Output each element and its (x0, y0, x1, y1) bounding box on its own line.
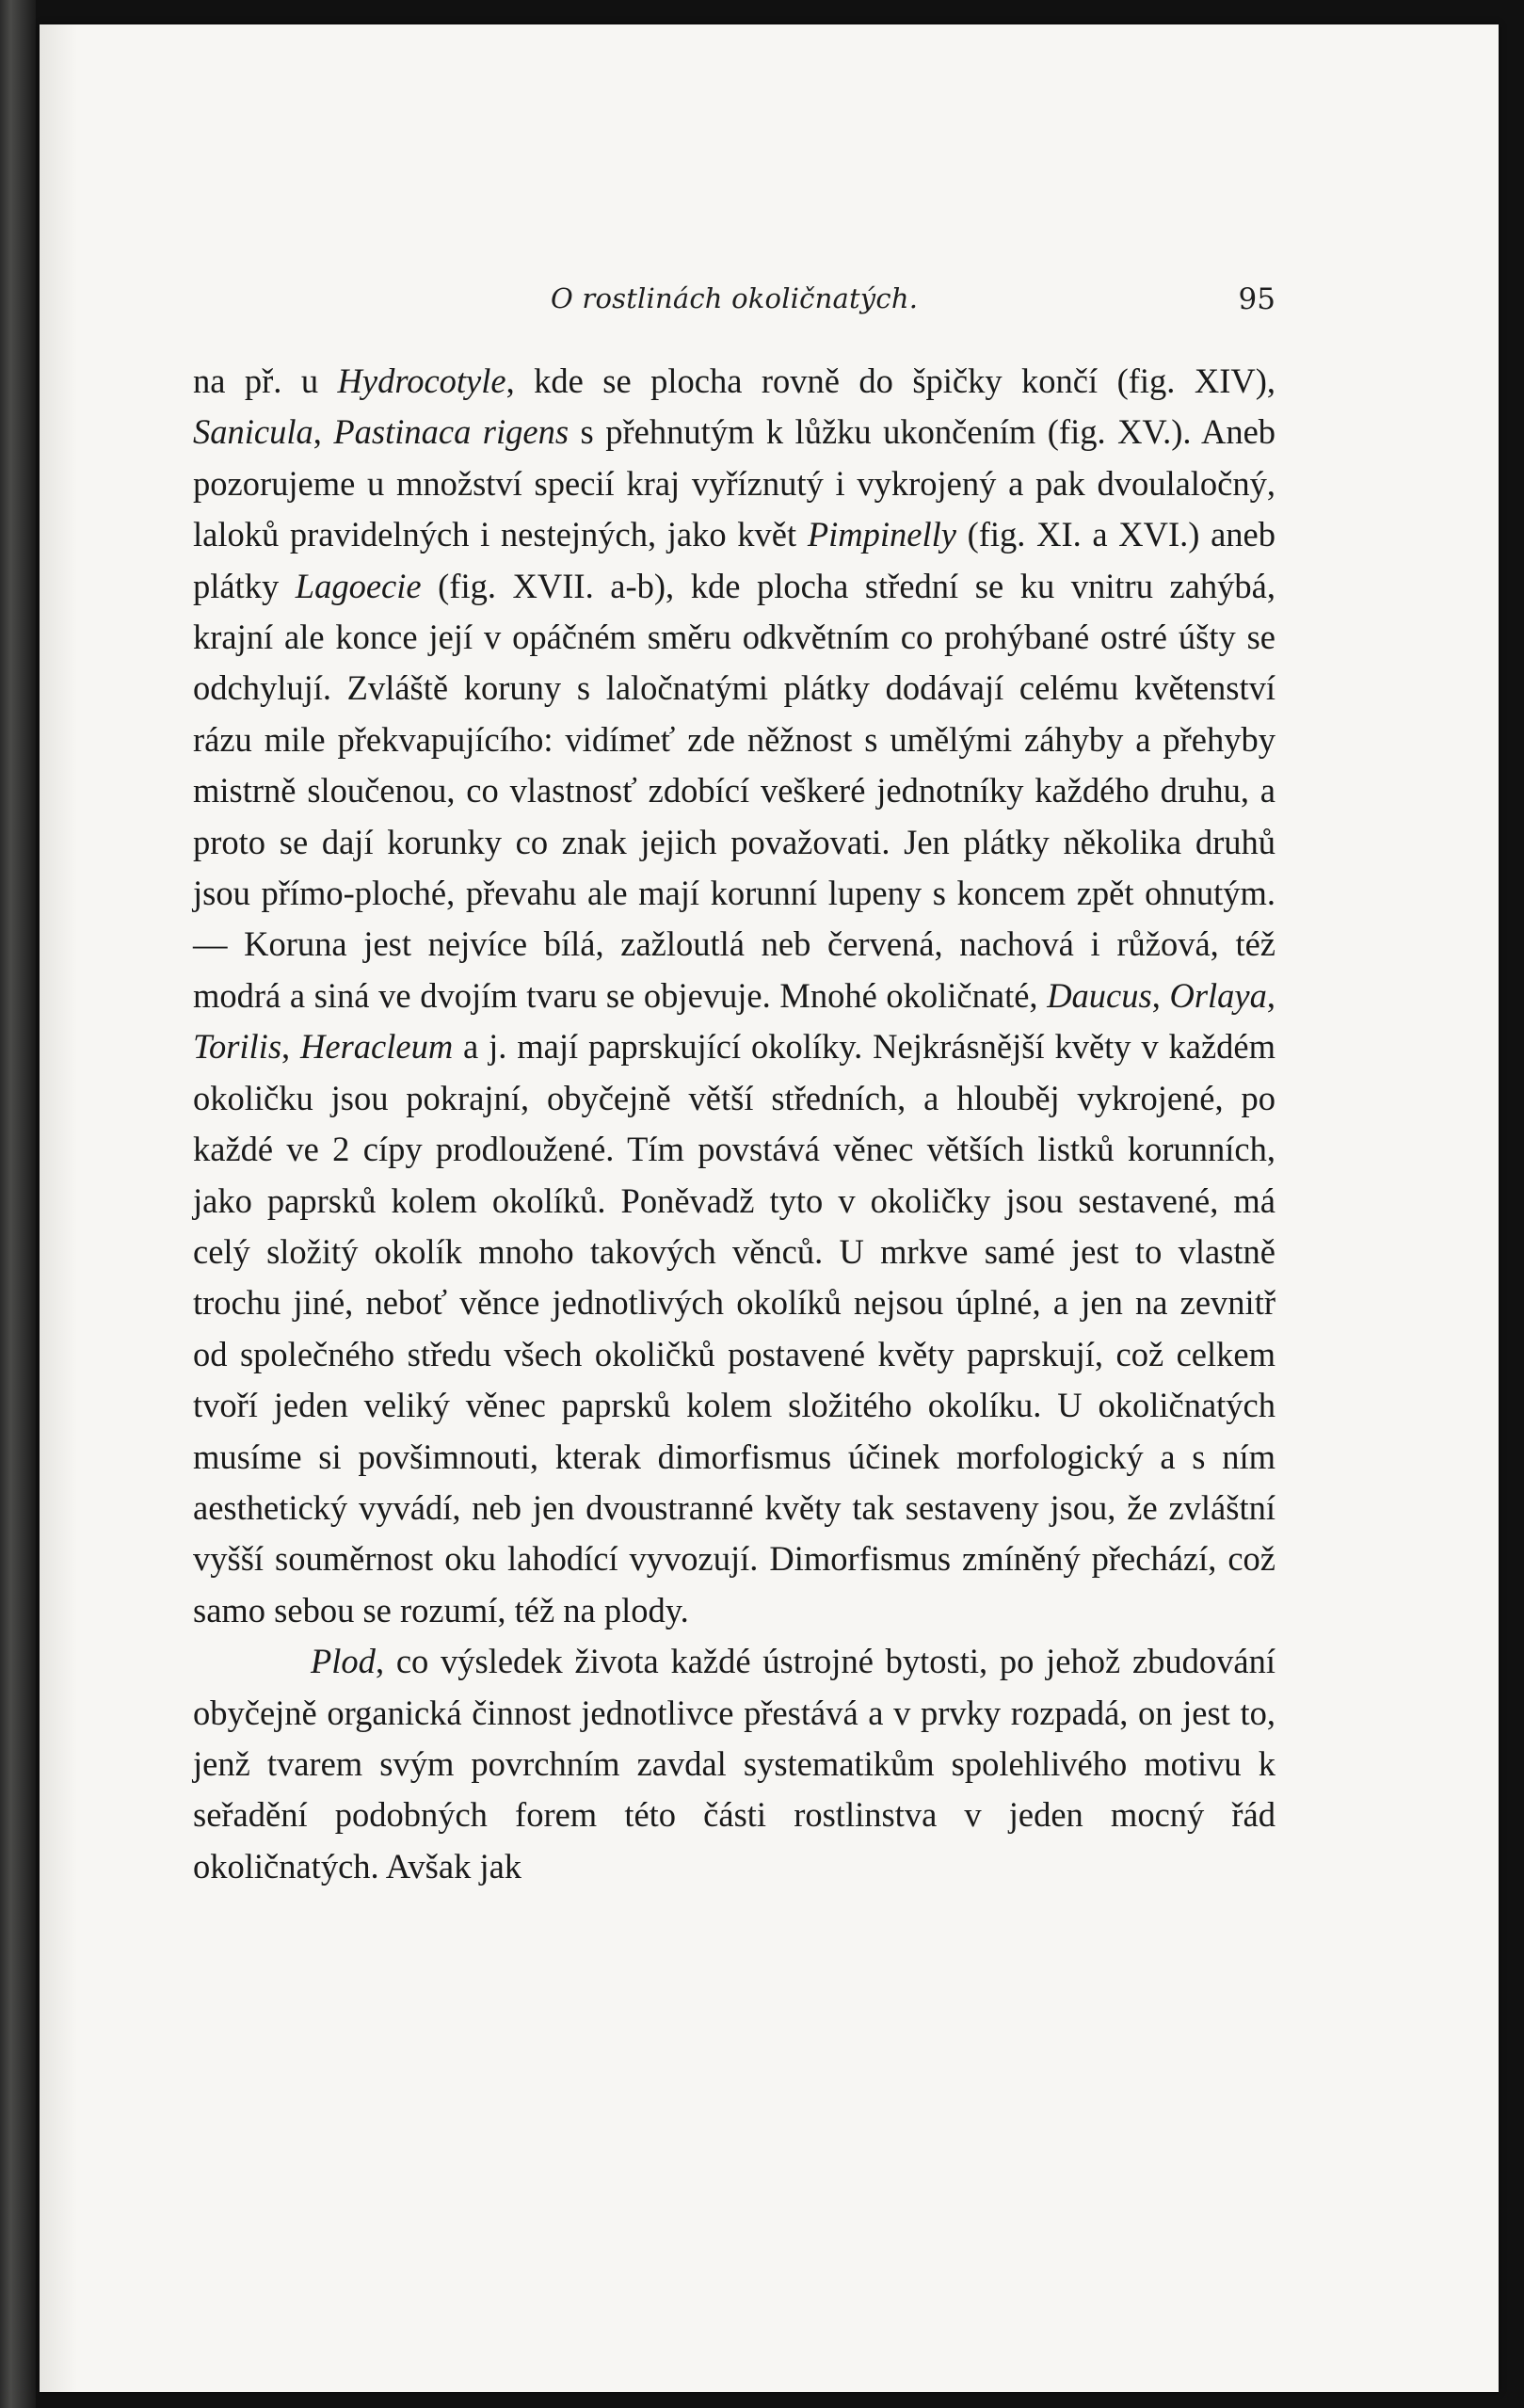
running-title: O rostlinách okoličnatých. (551, 282, 919, 314)
italic-term: Heracleum (300, 1027, 454, 1067)
italic-term: Daucus (1047, 975, 1152, 1015)
italic-term: Pimpinelly (807, 515, 956, 554)
page-gutter-shadow (40, 24, 77, 2392)
text-run: , kde se plocha rovně do špičky končí (fig. XIV), (505, 361, 1276, 400)
text-run: , co výsledek života každé ústrojné bytosti, po jehož zbudování obyčejně organická činnost jednotlivce přestává a v prvky rozpadá, on jest to, jenž tvarem svým povrchním zavdal systematikům spolehlivého motivu k seřadění podobných forem této části rostlinstva v jeden mocný řád okoličnatých. Avšak jak (193, 1642, 1275, 1886)
italic-term: Torilis (193, 1027, 282, 1067)
text-run: , (1266, 975, 1275, 1015)
book-spine-edge (0, 0, 36, 2408)
paragraph-2 (193, 1636, 1275, 1892)
page-number: 95 (1238, 282, 1275, 316)
italic-term: Plod (311, 1642, 376, 1681)
text-run: , (281, 1027, 301, 1067)
text-run: na př. u (193, 361, 338, 400)
italic-term: Orlaya (1169, 975, 1267, 1015)
text-run: a j. mají paprskující okolíky. Nejkrásnější květy v každém okoličku jsou pokrajní, obyčejně větší středních, a hlouběj vykrojené, po každé ve 2 cípy prodloužené. Tím povstává věnec větších listků korunních, jako paprsků kolem okolíků. Poněvadž tyto v okoličky jsou sestavené, má celý složitý okolík mnoho takových věnců. U mrkve samé jest to vlastně trochu jiné, neboť věnce jednotlivých okolíků nejsou úplné, a jen na zevnitř od společného středu všech okoličků postavené květy paprskují, což celkem tvoří jeden veliký věnec paprsků kolem složitého okolíku. U okoličnatých musíme si povšimnouti, kterak dimorfismus účinek morfologický a s ním aesthetický vyvádí, neb jen dvoustranné květy tak sestaveny jsou, že zvláštní vyšší souměrnost oku lahodící vyvozují. Dimorfismus zmíněný přechází, což samo sebou se rozumí, též na plody. (193, 1027, 1275, 1629)
text-run: (fig. XVII. a-b), kde plocha střední se ku vnitru zahýbá, krajní ale konce její v opáčném směru odkvětním co prohýbané ostré úšty se odchylují. Zvláště koruny s laločnatými plátky dodávají celému květenství rázu mile překvapujícího: vidímeť zde něžnost s umělými záhyby a přehyby mistrně sloučenou, co vlastnosť zdobící veškeré jednotníky každého druhu, a proto se dají korunky co znak jejich považovati. Jen plátky několika druhů jsou přímo-ploché, převahu ale mají korunní lupeny s koncem zpět ohnutým. — Koruna jest nejvíce bílá, zažloutlá neb červená, nachová i růžová, též modrá a siná ve dvojím tvaru se objevuje. Mnohé okoličnaté, (193, 566, 1275, 1015)
italic-term: Pastinaca rigens (333, 412, 569, 452)
italic-term: Sanicula (193, 412, 313, 452)
text-run: s přehnutým k lůžku ukončením (fig. XV.). Aneb pozorujeme u množství specií kraj vyříznutý i vykrojený a pak dvoulaločný, laloků pravidelných i nestejných, jako květ (193, 412, 1276, 554)
text-run: , (1151, 975, 1170, 1015)
italic-term: Hydrocotyle (337, 361, 506, 400)
page-header (193, 282, 1275, 320)
paragraph-1 (193, 356, 1275, 1636)
italic-term: Lagoecie (295, 566, 422, 605)
body-text (193, 356, 1275, 1892)
text-run: , (313, 412, 334, 452)
text-run: (fig. XI. a XVI.) aneb plátky (193, 515, 1275, 605)
